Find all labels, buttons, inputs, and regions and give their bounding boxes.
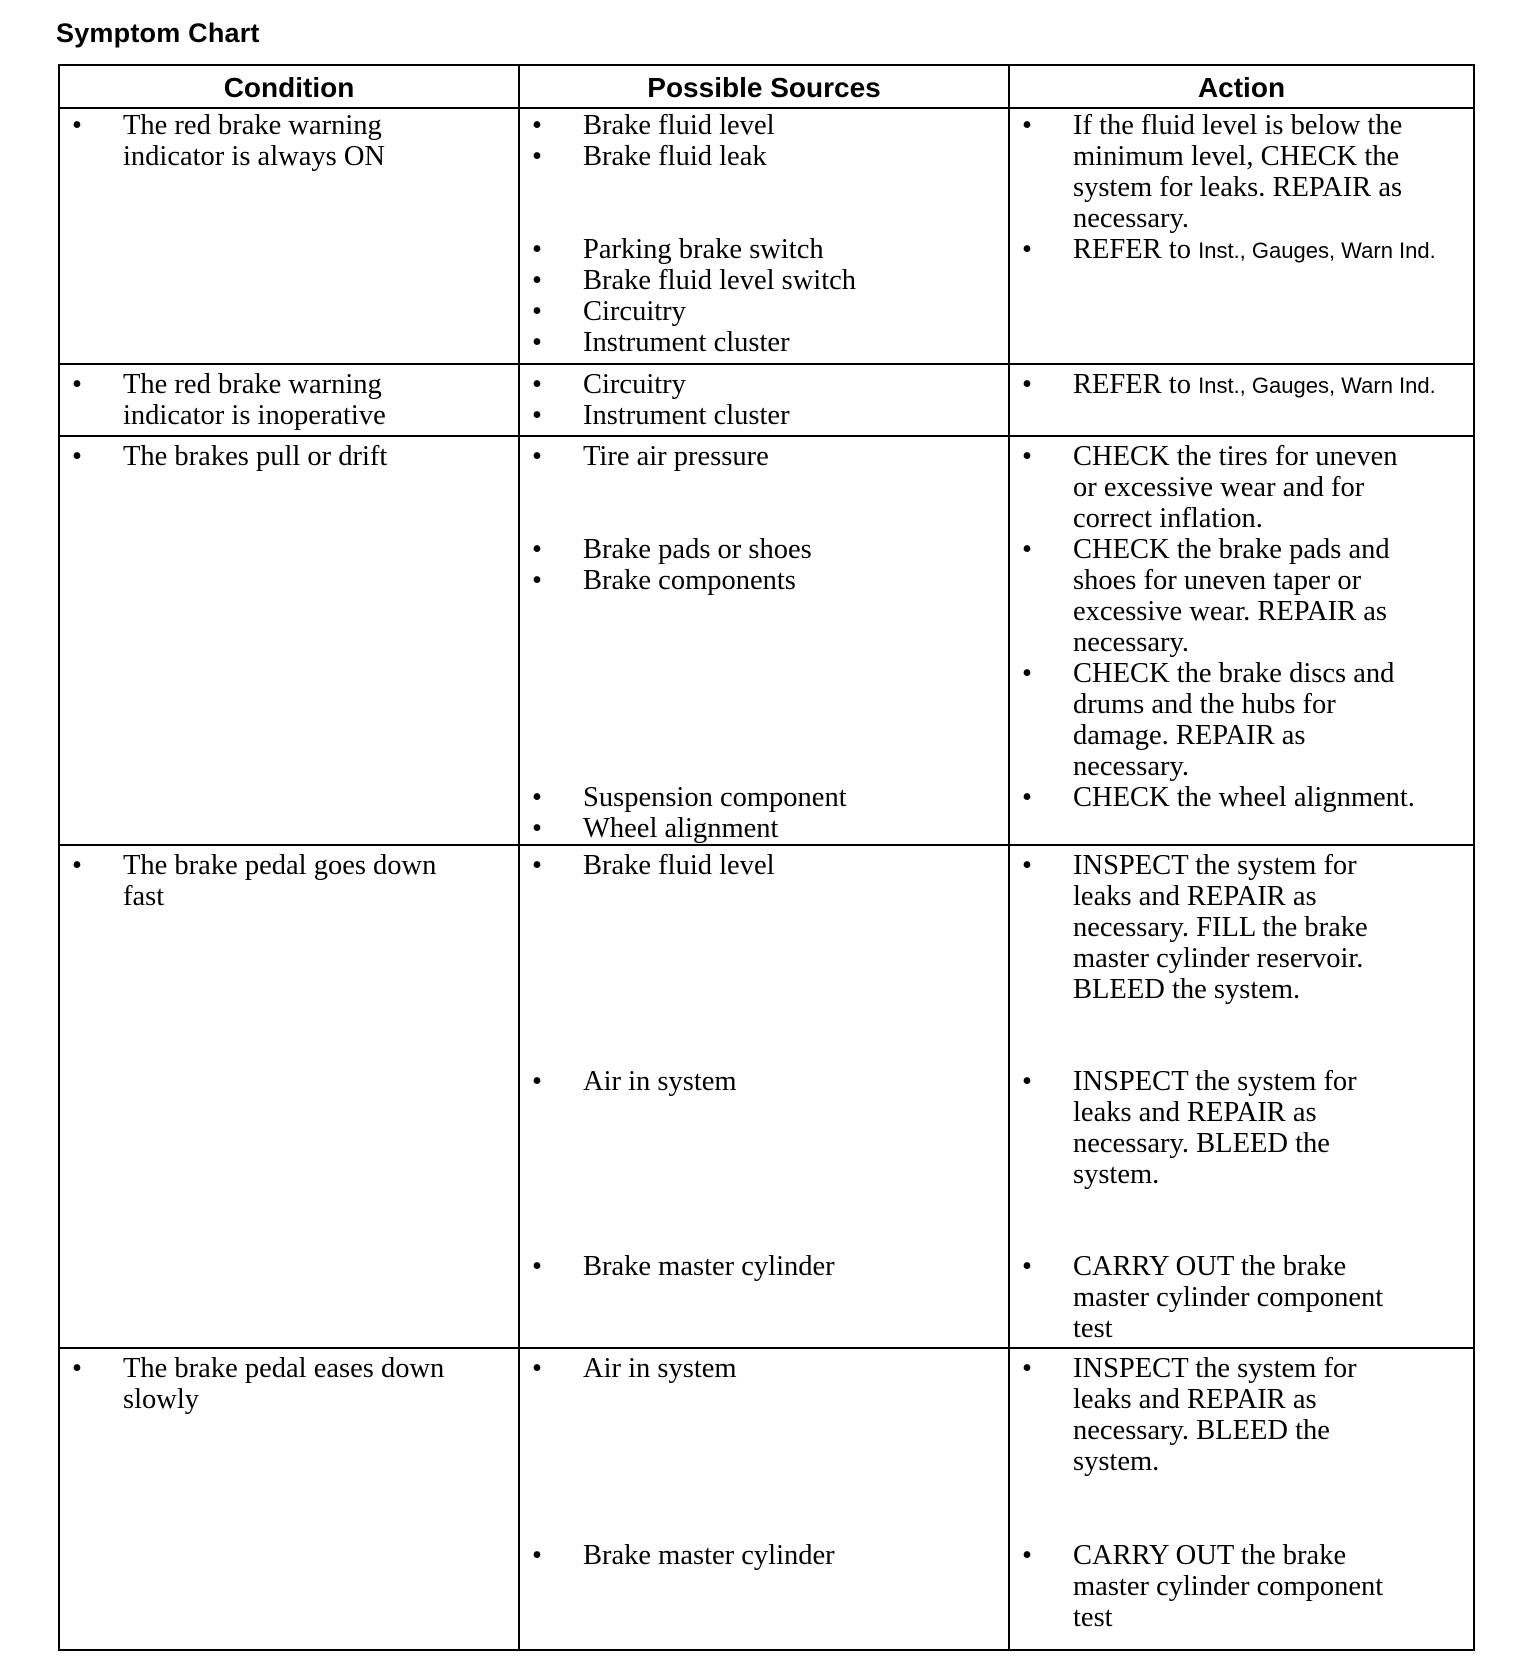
action-lead: REFER to	[1073, 369, 1199, 400]
row-divider	[60, 363, 1473, 365]
column-divider	[1008, 66, 1010, 1649]
chart-title: Symptom Chart	[56, 18, 260, 48]
action-lead: REFER to	[1073, 234, 1199, 265]
header-divider	[60, 107, 1473, 109]
row-divider	[60, 844, 1473, 846]
header-action: Action	[1197, 71, 1286, 103]
reference-link: Inst., Gauges, Warn Ind.	[1198, 238, 1436, 263]
column-divider	[518, 66, 520, 1649]
row-divider	[60, 435, 1473, 437]
header-condition: Condition	[223, 71, 355, 103]
symptom-table: Condition Possible Sources Action • The red brake warning indicator is always ON • Brake fluid level • Brake fluid leak • Parking brake switch • Brake fluid level switch • Circuitry • Instrument cluster • If the fluid level is below the minimum level, CHECK the system for leaks. REPAIR as necessary. • REFER to Inst., Gauges, Warn Ind. • The red brake warning indicator is inoperative • Circuitry • Instrument cluster • REFER to Inst., Gauges, Warn Ind. • The brakes pull or drift • Tire air pressure • Brake pads or shoes • Brake components • Suspension component • Wheel alignment • CHECK the tires for uneven or excessive wear and for correct inflation. • CHECK the brake pads and shoes for uneven taper or excessive wear. REPAIR as necessary. • CHECK the brake discs and drums and the hubs for damage. REPAIR as necessary. • CHECK the wheel alignment. • The brake pedal goes down fast • Brake fluid level • Air in system • Brake master cylinder • INSPECT the system for leaks and REPAIR as necessary. FILL the brake master cylinder reservoir. BLEED the system. • INSPECT the system for leaks and REPAIR as necessary. BLEED the system. • CARRY OUT the brake master cylinder component test • The brake pedal eases down slowly • Air in system • Brake master cylinder • INSPECT the system for leaks and REPAIR as necessary. BLEED the system. • CARRY OUT the brake master cylinder component test	[58, 64, 1475, 1651]
row-divider	[60, 1347, 1473, 1349]
reference-link: Inst., Gauges, Warn Ind.	[1198, 373, 1436, 398]
header-possible-sources: Possible Sources	[647, 71, 881, 103]
